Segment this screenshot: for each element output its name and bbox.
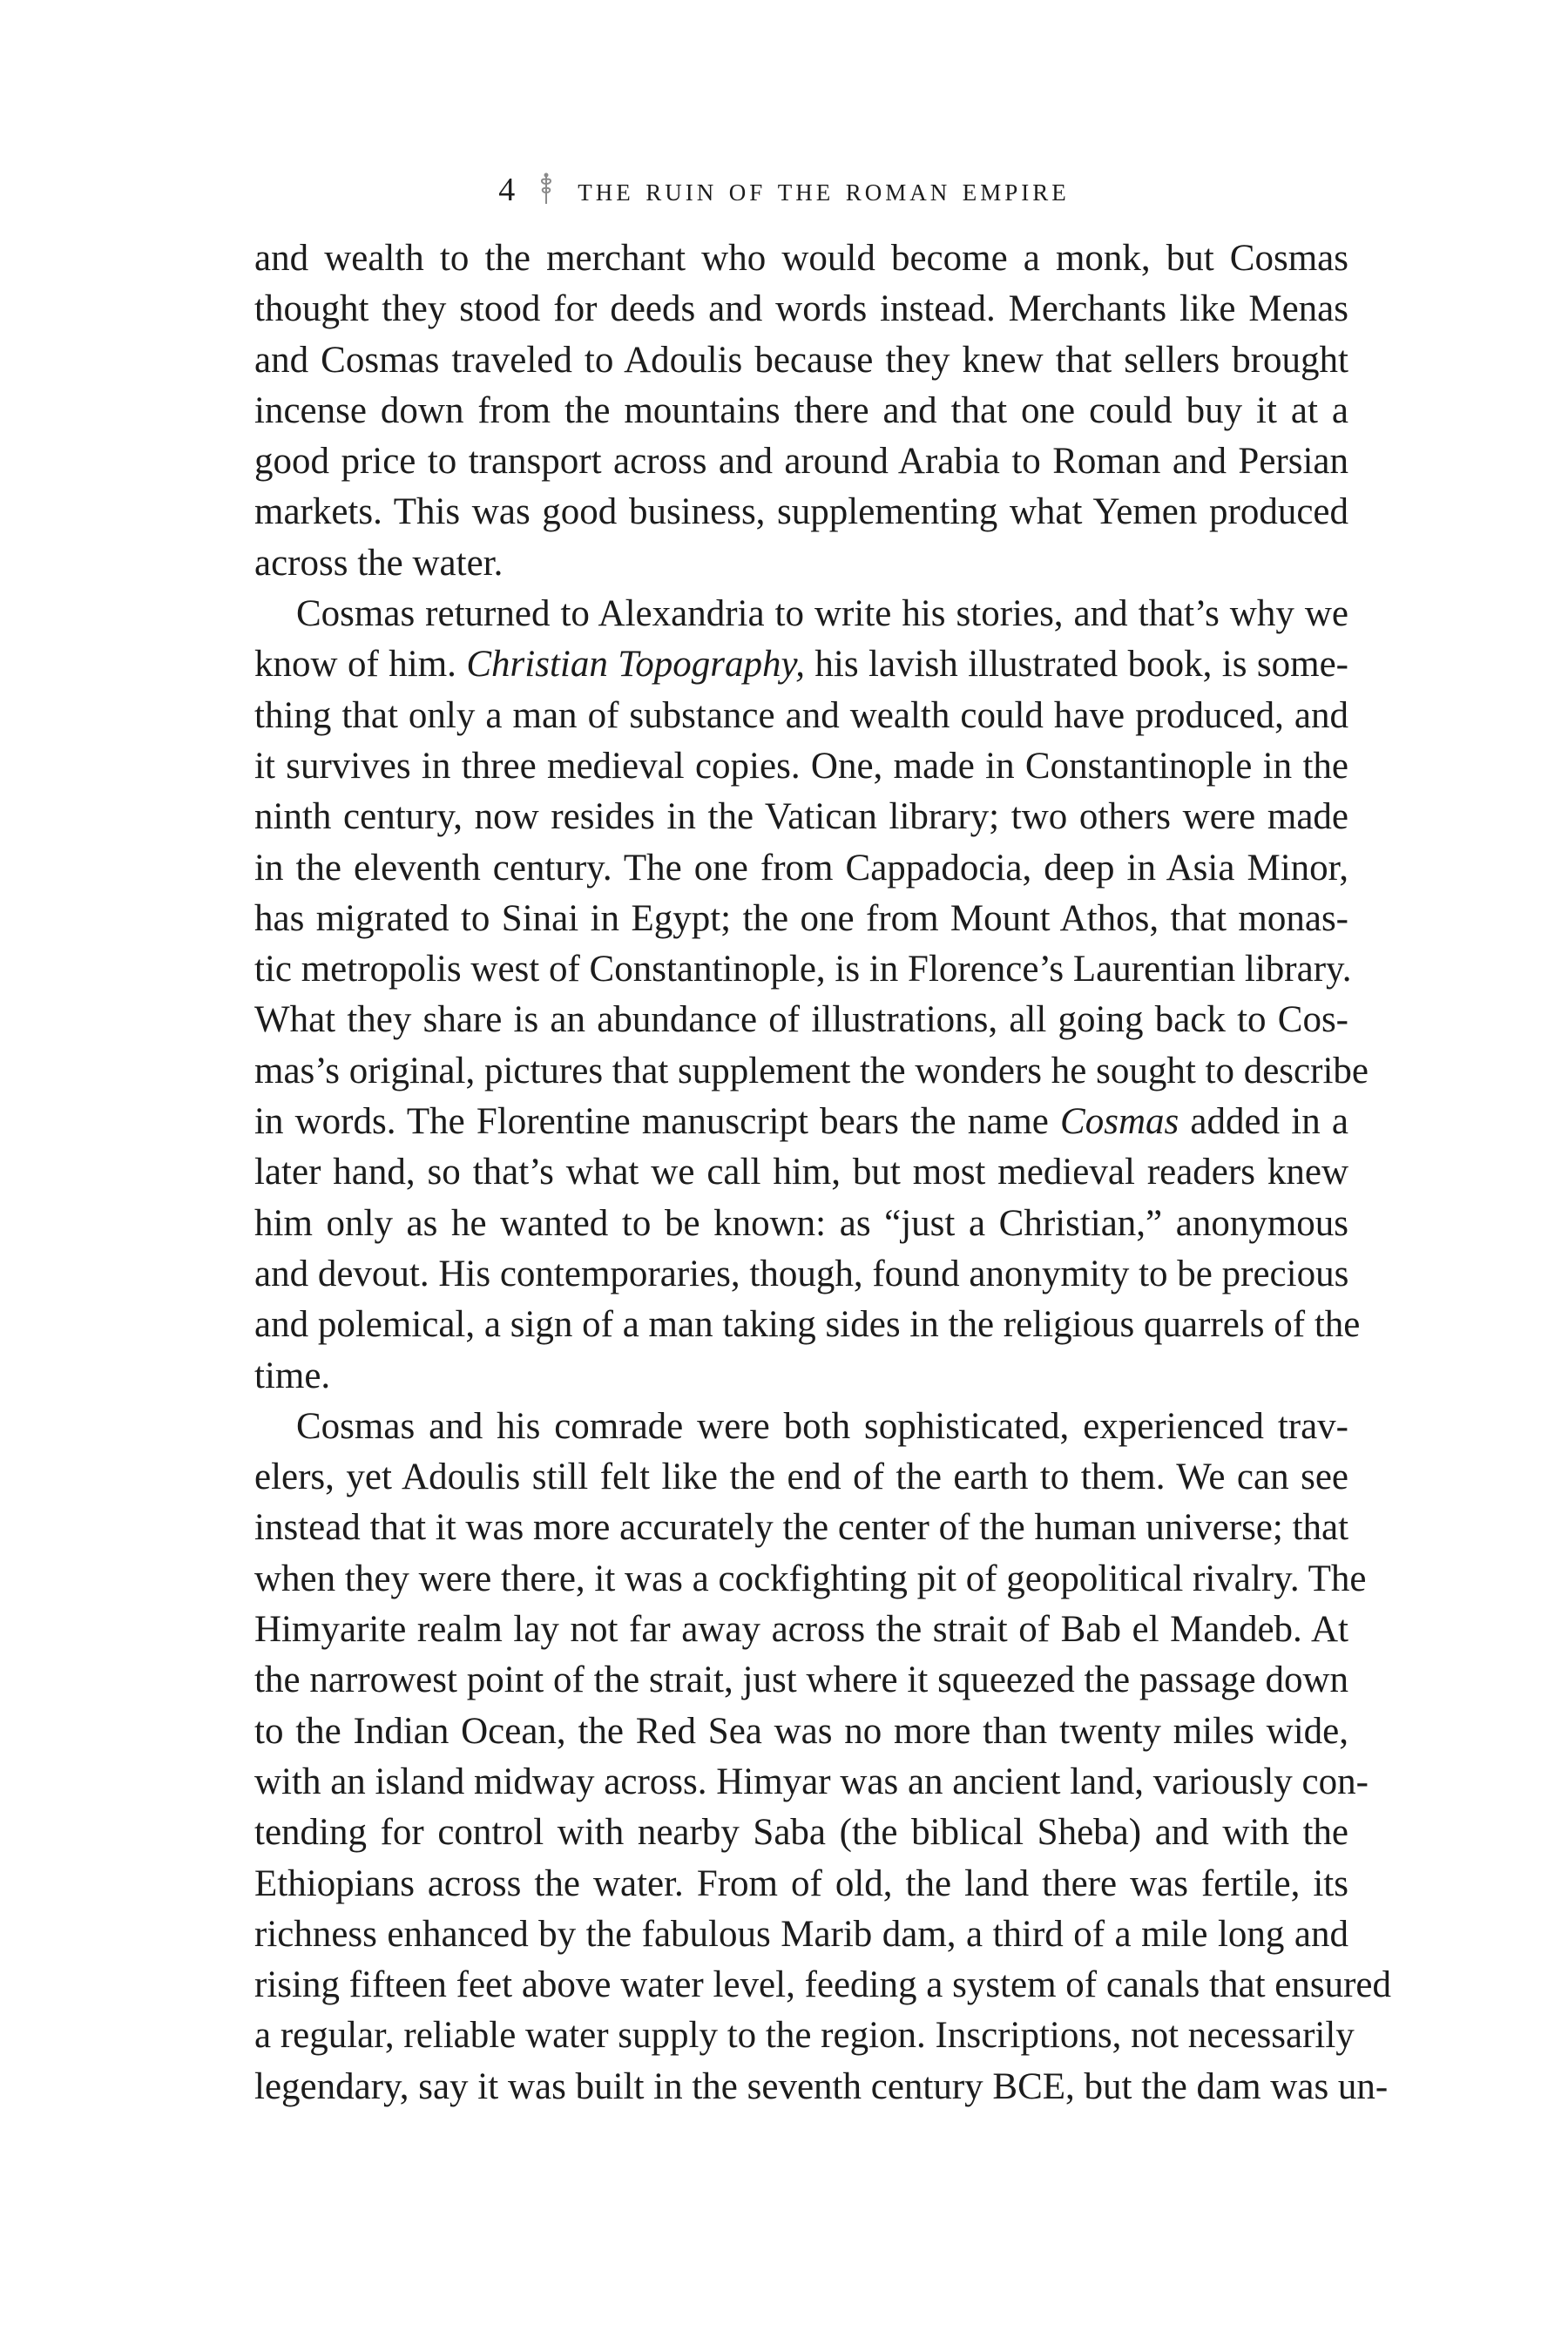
- text-line: and wealth to the merchant who would become a monk, but Cosmas: [254, 238, 1348, 279]
- text-line-with-title: [254, 639, 1348, 690]
- text-segment: know of him.: [254, 644, 467, 686]
- text-line: and polemical, a sign of a man taking sides in the religious quarrels of the: [254, 1304, 1361, 1346]
- text-line: thing that only a man of substance and wealth could have produced, and: [254, 694, 1348, 736]
- fleuron-icon: [537, 171, 555, 206]
- text-line: and Cosmas traveled to Adoulis because they knew that sellers brought: [254, 339, 1348, 381]
- text-line: thought they stood for deeds and words instead. Merchants like Menas: [254, 288, 1348, 330]
- text-line: time.: [254, 1355, 331, 1396]
- text-line: instead that it was more accurately the center of the human universe; that: [254, 1507, 1349, 1549]
- page-number: 4: [498, 172, 516, 208]
- text-segment: his lavish illustrated book, is some-: [804, 644, 1348, 686]
- text-line: when they were there, it was a cockfighting pit of geopolitical rivalry. The: [254, 1558, 1367, 1599]
- text-line: mas’s original, pictures that supplement the wonders he sought to describe: [254, 1050, 1369, 1092]
- text-line: has migrated to Sinai in Egypt; the one from Mount Athos, that monas-: [254, 897, 1348, 939]
- text-line: markets. This was good business, supplementing what Yemen produced: [254, 491, 1348, 533]
- text-line: to the Indian Ocean, the Red Sea was no more than twenty miles wide,: [254, 1710, 1348, 1752]
- running-head: [0, 171, 1568, 208]
- running-title: the ruin of the roman empire: [578, 172, 1070, 208]
- text-line: legendary, say it was built in the seventh century BCE, but the dam was un-: [254, 2065, 1389, 2107]
- text-line: it survives in three medieval copies. One, made in Constantinople in the: [254, 745, 1348, 787]
- text-line: What they share is an abundance of illustrations, all going back to Cos-: [254, 999, 1348, 1041]
- paragraph-2: [254, 589, 1369, 1402]
- text-line-with-name: [254, 1097, 1348, 1147]
- text-line: incense down from the mountains there and that one could buy it at a: [254, 389, 1348, 431]
- text-line: a regular, reliable water supply to the region. Inscriptions, not necessarily: [254, 2015, 1355, 2057]
- italic-name: Cosmas: [1060, 1101, 1179, 1143]
- text-line: tending for control with nearby Saba (the biblical Sheba) and with the: [254, 1812, 1348, 1854]
- book-title: Christian Topography,: [466, 644, 805, 686]
- text-segment: in words. The Florentine manuscript bears the name: [254, 1101, 1061, 1143]
- text-line: Cosmas and his comrade were both sophisticated, experienced trav-: [296, 1405, 1348, 1447]
- text-segment: added in a: [1179, 1101, 1349, 1143]
- paragraph-1: [254, 233, 1348, 589]
- text-line: elers, yet Adoulis still felt like the end of the earth to them. We can see: [254, 1456, 1348, 1498]
- text-line: later hand, so that’s what we call him, but most medieval readers knew: [254, 1152, 1348, 1193]
- text-line: him only as he wanted to be known: as “just a Christian,” anonymous: [254, 1202, 1348, 1244]
- text-line: good price to transport across and around Arabia to Roman and Persian: [254, 441, 1348, 483]
- text-line: tic metropolis west of Constantinople, is in Florence’s Laurentian library.: [254, 949, 1352, 990]
- text-line: across the water.: [254, 542, 504, 584]
- text-line: Himyarite realm lay not far away across the strait of Bab el Mandeb. At: [254, 1609, 1348, 1651]
- text-line: and devout. His contemporaries, though, found anonymity to be precious: [254, 1253, 1349, 1294]
- paragraph-3: [254, 1402, 1391, 2112]
- text-line: with an island midway across. Himyar was an ancient land, variously con-: [254, 1761, 1369, 1802]
- body-text: [254, 233, 1391, 2112]
- text-line: rising fifteen feet above water level, feeding a system of canals that ensured: [254, 1964, 1391, 2006]
- text-line: in the eleventh century. The one from Cappadocia, deep in Asia Minor,: [254, 847, 1348, 889]
- text-line: Ethiopians across the water. From of old, the land there was fertile, its: [254, 1862, 1348, 1904]
- text-line: Cosmas returned to Alexandria to write his stories, and that’s why we: [296, 593, 1348, 635]
- text-line: the narrowest point of the strait, just where it squeezed the passage down: [254, 1659, 1348, 1701]
- text-line: ninth century, now resides in the Vatican library; two others were made: [254, 796, 1348, 838]
- text-line: richness enhanced by the fabulous Marib dam, a third of a mile long and: [254, 1913, 1348, 1955]
